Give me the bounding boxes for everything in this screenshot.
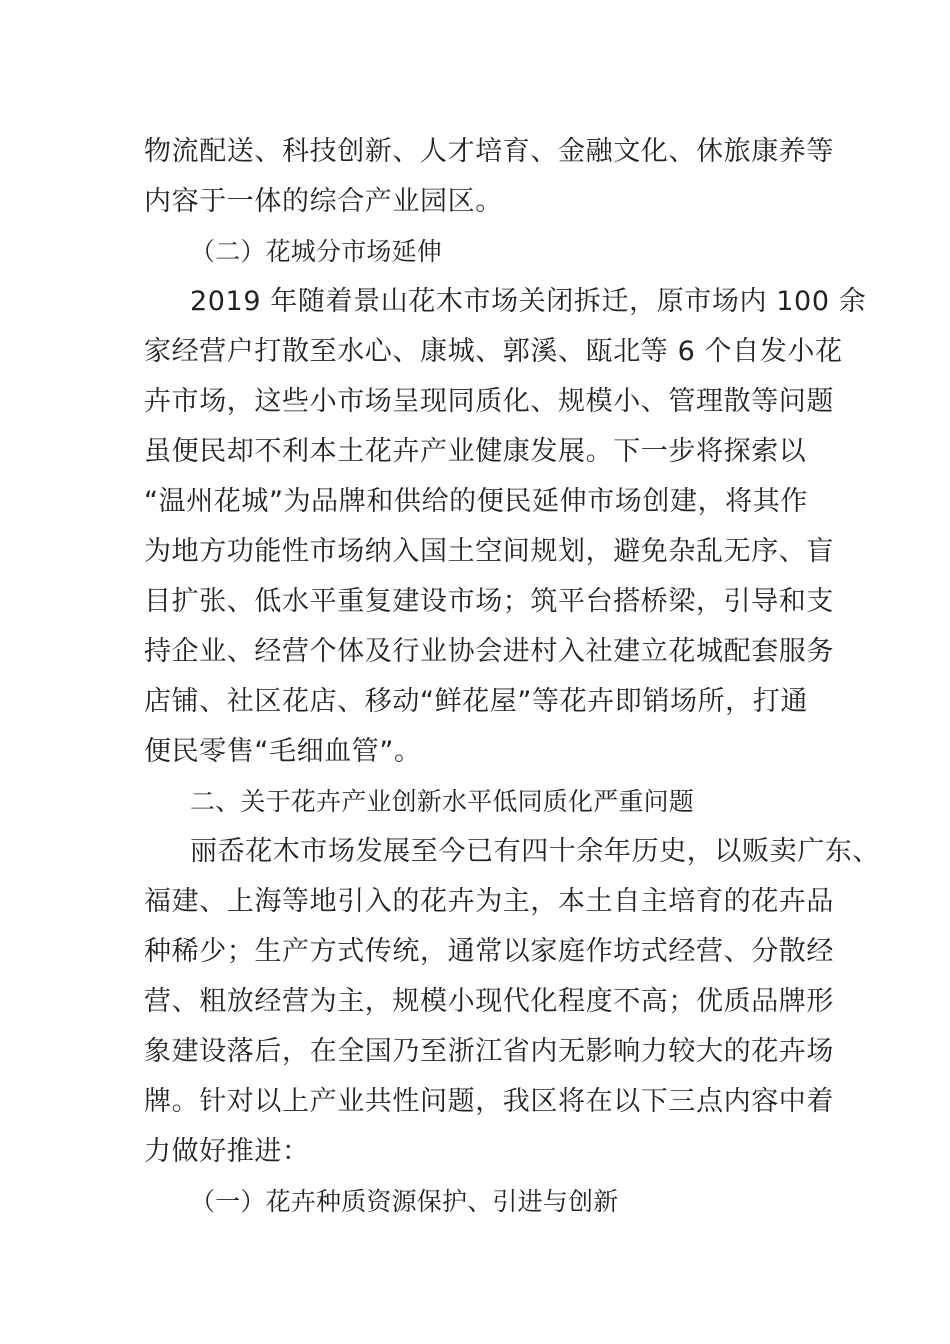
body-text-line: 福建、上海等地引入的花卉为主，本土自主培育的花卉品 — [144, 886, 834, 917]
paragraph-first-line: 丽岙花木市场发展至今已有四十余年历史，以贩卖广东、 — [190, 836, 880, 867]
section-heading: 二、关于花卉产业创新水平低同质化严重问题 — [190, 787, 695, 816]
body-text-line: 卉市场，这些小市场呈现同质化、规模小、管理散等问题 — [144, 386, 834, 417]
body-text-line: 便民零售“毛细血管”。 — [144, 736, 422, 767]
body-text-line: 持企业、经营个体及行业协会进村入社建立花城配套服务 — [144, 636, 834, 667]
paragraph-first-line: 2019 年随着景山花木市场关闭拆迁，原市场内 100 余 — [190, 286, 867, 317]
body-text-line: 力做好推进： — [144, 1136, 310, 1167]
body-text-line: 虽便民却不利本土花卉产业健康发展。下一步将探索以 — [144, 436, 807, 467]
body-text-line: 种稀少；生产方式传统，通常以家庭作坊式经营、分散经 — [144, 936, 834, 967]
body-text-line: 内容于一体的综合产业园区。 — [144, 186, 503, 217]
body-text-line: 为地方功能性市场纳入国土空间规划，避免杂乱无序、盲 — [144, 536, 834, 567]
body-text-line: “温州花城”为品牌和供给的便民延伸市场创建，将其作 — [144, 486, 808, 517]
body-text-line: 牌。针对以上产业共性问题，我区将在以下三点内容中着 — [144, 1086, 834, 1117]
section-heading: （一）花卉种质资源保护、引进与创新 — [190, 1187, 619, 1216]
section-heading: （二）花城分市场延伸 — [190, 237, 443, 266]
body-text-line: 营、粗放经营为主，规模小现代化程度不高；优质品牌形 — [144, 986, 834, 1017]
body-text-line: 象建设落后，在全国乃至浙江省内无影响力较大的花卉场 — [144, 1036, 834, 1067]
body-text-line: 家经营户打散至水心、康城、郭溪、瓯北等 6 个自发小花 — [144, 336, 843, 367]
body-text-line: 物流配送、科技创新、人才培育、金融文化、休旅康养等 — [144, 136, 834, 167]
body-text-line: 目扩张、低水平重复建设市场；筑平台搭桥梁，引导和支 — [144, 586, 834, 617]
body-text-line: 店铺、社区花店、移动“鲜花屋”等花卉即销场所，打通 — [144, 686, 808, 717]
